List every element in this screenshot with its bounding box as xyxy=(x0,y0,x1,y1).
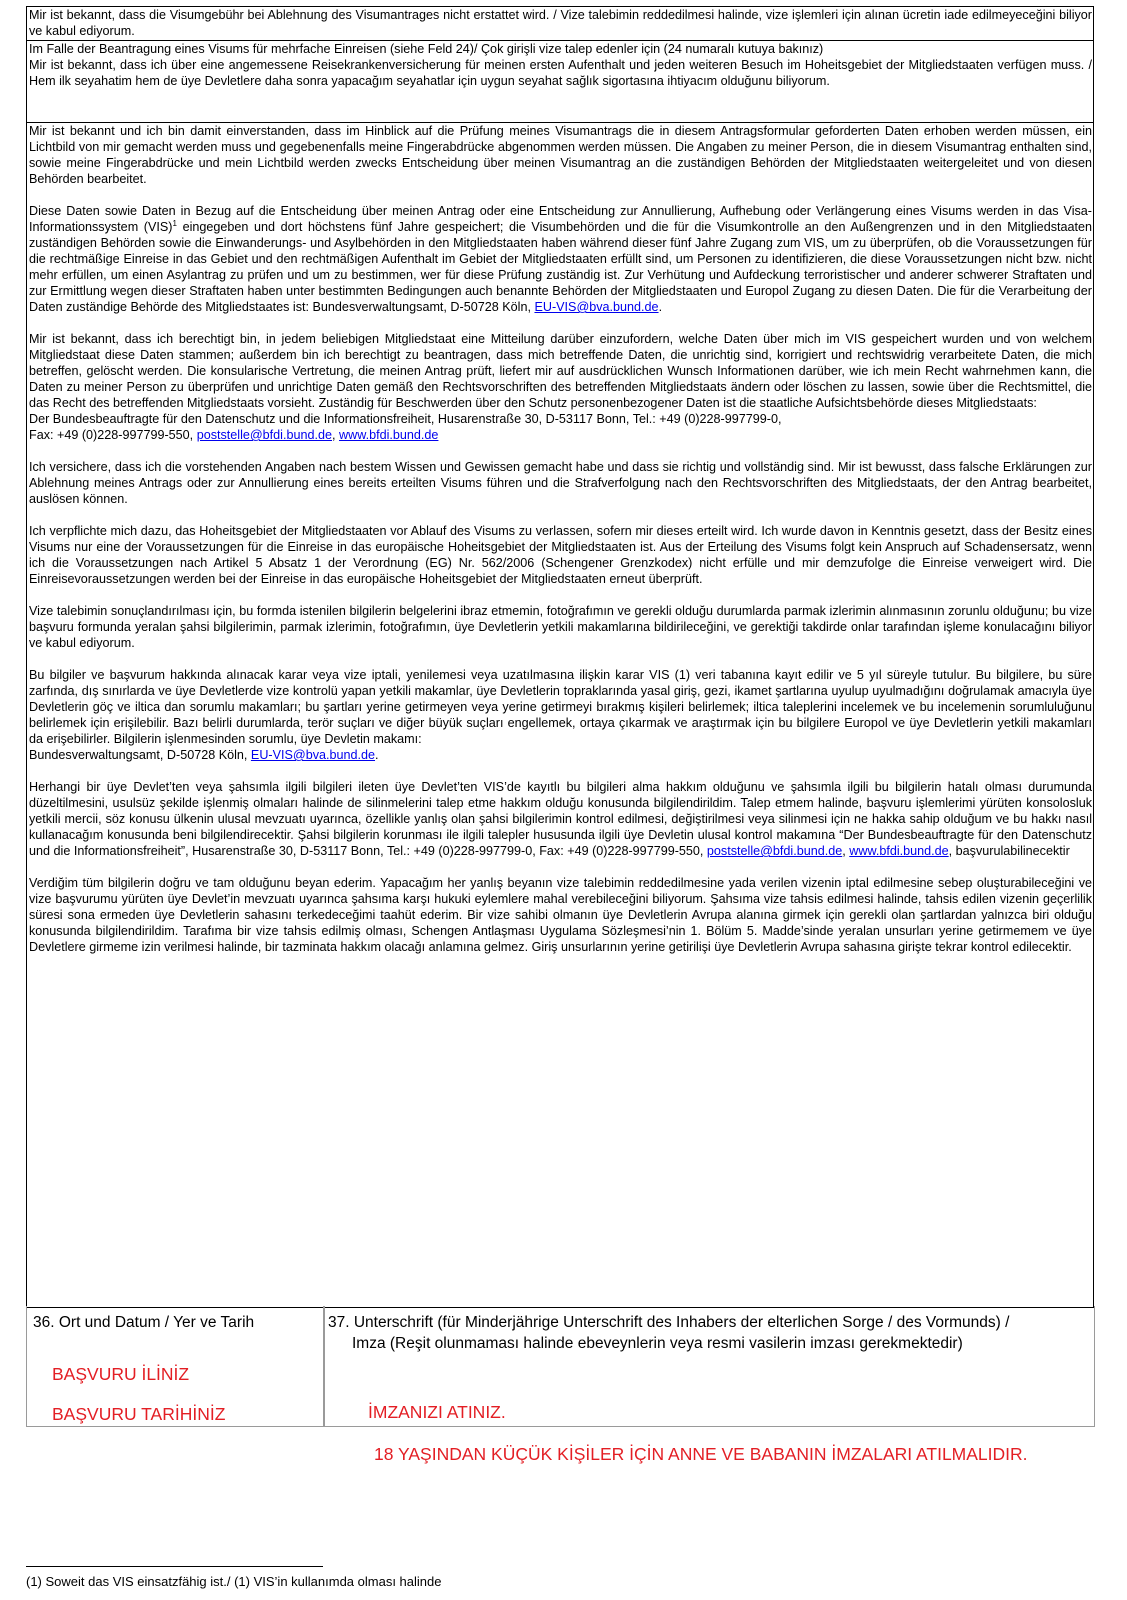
bfdi-address-line: Der Bundesbeauftragte für den Datenschutz und die Informationsfreiheit, Husarenstraße 30, D-53117 Bonn, Tel.: +49 (0)228-997799-0, xyxy=(29,412,782,426)
hint-signature: İMZANIZI ATINIZ. xyxy=(368,1402,506,1422)
bva-email-link[interactable]: EU-VIS@bva.bund.de xyxy=(534,300,659,314)
assurance-paragraph-de: Ich versichere, dass ich die vorstehenden Angaben nach bestem Wissen und Gewissen gemacht habe und dass sie richtig und vollständig sind. Mir ist bewusst, dass falsche Erklärungen zur Ablehnung meines Antrags oder zur Annullierung eines bereits erteilten Visums führen und die Strafverfolgung nach den Rechtsvorschriften des Mitgliedstaats, der den Antrag bearbeitet, auslösen können. xyxy=(29,460,1092,506)
departure-paragraph-de: Ich verpflichte mich dazu, das Hoheitsgebiet der Mitgliedstaaten vor Ablauf des Visums zu verlassen, sofern mir dieses erteilt wird. Ich wurde davon in Kenntnis gesetzt, dass der Besitz eines Visums nur eine der Voraussetzungen für die Einreise in das europäische Hoheitsgebiet der Mitgliedstaaten ist. Aus der Erteilung des Visums folgt kein Anspruch auf Schadensersatz, wenn ich die Voraussetzungen nach Artikel 5 Absatz 1 der Verordnung (EG) Nr. 562/2006 (Schengener Grenzkodex) nicht erfülle und mir demzufolge die Einreise verweigert wird. Die Einreisevoraussetzungen werden bei der Einreise in das europäische Hoheitsgebiet der Mitgliedstaaten erneut überprüft. xyxy=(29,524,1092,586)
consent-paragraph-de-2: Diese Daten sowie Daten in Bezug auf die Entscheidung über meinen Antrag oder eine Entscheidung zur Annullierung, Aufhebung oder Verlängerung eines Visums werden in das Visa-Informationssystem (VIS)$^1$ eingegeben und dort höchstens fünf Jahre gespeichert; die Visumbehörden und die für die Visumkontrolle an den Außengrenzen und in den Mitgliedstaaten zuständigen Behörden sowie die Einwanderungs- und Asylbehörden in den Mitgliedstaaten haben während dieser fünf Jahre Zugang zum VIS, um zu überprüfen, ob die Voraussetzungen für die rechtmäßige Einreise in das Gebiet und den rechtmäßigen Aufenthalt im Gebiet der Mitgliedstaaten erfüllt sind, um Personen zu identifizieren, die diese Voraussetzungen nicht bzw. nicht mehr erfüllen, um einen Asylantrag zu prüfen und um zu bestimmen, wer für diese Prüfung zuständig ist. Zur Verhütung und Aufdeckung terroristischer und anderer schwerer Straftaten und zur Ermittlung wegen dieser Straftaten haben unter bestimmten Bedingungen auch benannte Behörden der Mitgliedstaaten und Europol Zugang zu diesen Daten. Die für die Verarbeitung der Daten zuständige Behörde des Mitgliedstaates ist: Bundesverwaltungsamt, D-50728 Köln, EU-VIS@bva.bund.de. xyxy=(29,204,1093,314)
multiple-entry-text: Im Falle der Beantragung eines Visums für mehrfache Einreisen (siehe Feld 24)/ Çok girişli vize talep edenler için (24 numaralı kutuya bakınız) xyxy=(29,42,824,56)
bfdi-web-link[interactable]: www.bfdi.bund.de xyxy=(339,428,439,442)
vis-paragraph-tr: Bu bilgiler ve başvurum hakkında alınacak karar veya vize iptali, yenilemesi veya uzatılmasına ilişkin karar VIS (1) veri tabanına kayıt edilir ve 5 yıl süreyle tutulur. Bu bilgilere, bu süre zarfında, dış sınırlarda ve üye Devletlerde vize kontrolü yapan yetkili makamlar, üye Devletlerin topraklarında yasal giriş, gezi, ikamet şartlarına uyulup uyulmadığını doğrulamak amacıyla üye Devletlerin göç ve iltica dan sorumlu makamları; bu şartları yerine getirmeyen veya yerine getirmeyi bırakmış kişileri belirlemek; iltica taleplerini incelemek ve bu incelemenin sorumluluğunu belirlemek için erişilebilir. Bazı belirli durumlarda, terör suçları ve diğer büyük suçları engellemek, ortaya çıkarmak ve araştırmak için bu bilgilere Europol ve üye Devletlerin yetkili makamları da erişebilirler. Bilgilerin işlenmesinden sorumlu, üye Devletin makamı: xyxy=(29,668,1092,746)
bva-address-tr: Bundesverwaltungsamt, D-50728 Köln, EU-VIS@bva.bund.de. xyxy=(29,748,379,762)
bfdi-web-link-tr[interactable]: www.bfdi.bund.de xyxy=(849,844,949,858)
footnote-divider xyxy=(26,1566,323,1567)
field-37-label-line1: 37. Unterschrift (für Minderjährige Unterschrift des Inhabers der elterlichen Sorge / des Vormunds) / xyxy=(328,1314,1010,1331)
bfdi-email-link[interactable]: poststelle@bfdi.bund.de xyxy=(196,428,333,442)
hint-place: BAŞVURU İLİNİZ xyxy=(52,1364,190,1384)
consent-paragraph-de-1: Mir ist bekannt und ich bin damit einverstanden, dass im Hinblick auf die Prüfung meines Visumantrags die in diesem Antragsformular geforderten Daten erhoben werden müssen, ein Lichtbild von mir gemacht werden muss und gegebenenfalls meine Fingerabdrücke abgenommen werden müssen. Die Angaben zu meiner Person, die in diesem Visumantrag enthalten sind, sowie meine Fingerabdrücke und mein Lichtbild werden zwecks Entscheidung über meinen Visumantrag an die zuständigen Behörden der Mitgliedstaaten weitergeleitet und von diesen Behörden bearbeitet. xyxy=(29,124,1092,186)
block-visa-fee xyxy=(26,6,1094,41)
bva-email-link-tr[interactable]: EU-VIS@bva.bund.de xyxy=(250,748,376,762)
declaration-paragraph-tr: Verdiğim tüm bilgilerin doğru ve tam olduğunu beyan ederim. Yapacağım her yanlış beyanın vize talebimin reddedilmesine yada verilen vizenin iptal edilmesine sebep oluşturabileceğini ve vize başvurumu yürüten üye Devlet’in mevzuatı uyarınca şahsıma karşı hukuki eylemlere mahal verebileceğini biliyorum. Şahsıma vize tahsis edilmesi halinde, tahsis edilen vizenin geçerlilik süresi sona ermeden üye Devletlerin sahasını terkedeceğimi taahüt ederim. Bir vize sahibi olmanın üye Devletlerin Avrupa alanına girmek için gerekli olan şartlardan yalnızca biri olduğu konusunda bilgilendirildim. Tarafıma bir vize tahsis edilmiş olması, Schengen Antlaşması Uygulama Sözleşmesi’nin 1. Bölüm 5. Madde’sinde yeralan unsurları yerine getirmemem ve üye Devletlere girmeme izin verilmesi halinde, bir tazminata hakkım olacağı anlamına gelmez. Giriş unsurlarının yerine getirilişi üye Devletlerin Avrupa sahasına girişte tekrar kontrol edilecektir. xyxy=(29,876,1092,954)
consent-paragraph-tr-1: Vize talebimin sonuçlandırılması için, bu formda istenilen bilgilerin belgelerini ibraz etmemin, fotoğrafımın ve gerekli olduğu durumlarda parmak izlerimin alınmasının zorunlu olduğunu; bu vize başvuru formunda yeralan şahsi bilgilerimin, parmak izlerimin, fotoğrafımın, üye Devletlerin yetkili makamlarına bildirileceğini, ve gerektiği takdirde onlar tarafından işleme konulacağını biliyor ve kabul ediyorum. xyxy=(29,604,1092,650)
block-data-consent xyxy=(26,122,1094,1308)
visa-fee-text: Mir ist bekannt, dass die Visumgebühr bei Ablehnung des Visumantrages nicht erstattet wird. / Vize talebimin reddedilmesi halinde, vize işlemleri için alınan ücretin iade edilmeyeceğini biliyor ve kabul ediyorum. xyxy=(29,8,1092,38)
bfdi-fax-line: Fax: +49 (0)228-997799-550, poststelle@bfdi.bund.de, www.bfdi.bund.de xyxy=(29,428,439,442)
rights-paragraph-de: Mir ist bekannt, dass ich berechtigt bin, in jedem beliebigen Mitgliedstaat eine Mitteilung darüber einzufordern, welche Daten über mich im VIS gespeichert wurden und von welchem Mitgliedstaat diese Daten stammen; außerdem bin ich berechtigt zu beantragen, dass mich betreffende Daten, die unrichtig sind, korrigiert und rechtswidrig verarbeitete Daten, die mich betreffen, gelöscht werden. Die konsularische Vertretung, die meinen Antrag prüft, liefert mir auf ausdrücklichen Wunsch Informationen darüber, wie ich mein Recht wahrnehmen kann, die Daten zu meiner Person zu überprüfen und unrichtige Daten gemäß den Rechtsvorschriften des betreffenden Mitgliedstaats ändern oder löschen zu lassen, sowie über die Rechtsmittel, die das Recht des betreffenden Mitgliedstaats vorsieht. Zuständig für Beschwerden über den Schutz personenbezogener Daten ist die staatliche Aufsichtsbehörde dieses Mitgliedstaats: xyxy=(29,332,1092,410)
notice-minors-signature: 18 YAŞINDAN KÜÇÜK KİŞİLER İÇİN ANNE VE BABANIN İMZALARI ATILMALIDIR. xyxy=(374,1444,1028,1464)
rights-paragraph-tr: Herhangi bir üye Devlet’ten veya şahsımla ilgili bilgileri ileten üye Devlet’ten VIS’de kayıtlı bu bilgileri alma hakkım olduğunu ve şahsımla ilgili bu bilgilerin hatalı olması durumunda düzeltilmesini, usulsüz şekilde işlenmiş olmaları halinde de silinmelerini talep etme hakkım olduğu konusunda bilgilendirildim. Talep etmem halinde, başvuru işlemlerimi yürüten konsolosluk yetkili mercii, söz konusu ülkenin ulusal mevzuatı uyarınca, özellikle yanlış olan şahsi bilgilerimin kontrol edilmesi, değiştirilmesi veya silinmesi için ne hakka sahip olduğum ve bu hakkı nasıl kullanacağım konusunda beni bilgilendirecektir. Şahsi bilgilerin korunması ile ilgili talepler hususunda ilgili üye Devletin ulusal kontrol makamına “Der Bundesbeauftragte für den Datenschutz und die Informationsfreiheit”, Husarenstraße 30, D-53117 Bonn, Tel.: +49 (0)228-997799-0, Fax: +49 (0)228-997799-550, poststelle@bfdi.bund.de, www.bfdi.bund.de, başvurulabilinecektir xyxy=(29,780,1092,858)
insurance-text: Mir ist bekannt, dass ich über eine angemessene Reisekrankenversicherung für meinen ersten Aufenthalt und jeden weiteren Besuch im Hoheitsgebiet der Mitgliedstaaten verfügen muss. / Hem ilk seyahatim hem de üye Devletlere daha sonra yapacağım seyahatlar için uygun seyahat sağlık sigortasına ihtiyacım olduğunu biliyorum. xyxy=(29,58,1092,88)
bfdi-email-link-tr[interactable]: poststelle@bfdi.bund.de xyxy=(706,844,843,858)
hint-date: BAŞVURU TARİHİNİZ xyxy=(52,1404,226,1424)
block-insurance xyxy=(26,40,1094,123)
field-37-label-line2: Imza (Reşit olunmaması halinde ebeveynlerin veya resmi vasilerin imzası gerekmektedir) xyxy=(352,1335,963,1352)
footnote-text: (1) Soweit das VIS einsatzfähig ist./ (1) VIS’in kullanımda olması halinde xyxy=(26,1574,442,1589)
field-36-label: 36. Ort und Datum / Yer ve Tarih xyxy=(33,1314,255,1331)
footnote-marker: 1 xyxy=(172,218,177,228)
declaration-frame xyxy=(26,6,1094,1430)
